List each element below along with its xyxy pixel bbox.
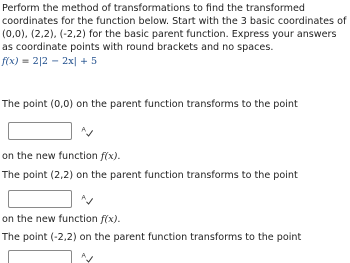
followup-function: f(x) (100, 214, 118, 225)
answer-input-1[interactable] (8, 122, 72, 140)
followup-suffix: . (117, 214, 121, 225)
function-definition (2, 55, 97, 68)
instructions-text: Perform the method of transformations to find the transformed coordinates for the function below. Start with the 3 basic coordinates of (0,0), (2,2), (-2,2) for the basic parent function. Express your answers as coordinate points with round brackets and no spaces. (2, 3, 347, 53)
spellcheck-icon[interactable] (81, 193, 93, 205)
followup-prefix: on the new function (2, 214, 101, 225)
spellcheck-icon[interactable] (81, 251, 93, 263)
followup-prefix: on the new function (2, 151, 101, 162)
answer-input-3[interactable] (8, 250, 72, 263)
function-equals: = (18, 56, 33, 67)
function-expression: 2|2 − 2x| + 5 (32, 56, 98, 67)
function-name: f(x) (2, 56, 19, 67)
svg-text:A: A (81, 252, 86, 260)
svg-text:A: A (81, 126, 86, 134)
answer-input-2[interactable] (8, 190, 72, 208)
question-2-prompt: The point (2,2) on the parent function transforms to the point (2, 170, 298, 181)
svg-text:A: A (81, 194, 86, 202)
spellcheck-icon[interactable] (81, 125, 93, 137)
question-1-prompt: The point (0,0) on the parent function transforms to the point (2, 99, 298, 110)
followup-function: f(x) (100, 151, 118, 162)
followup-suffix: . (117, 151, 121, 162)
question-3-prompt: The point (-2,2) on the parent function transforms to the point (2, 232, 302, 243)
question-2-followup (2, 213, 120, 226)
question-1-followup (2, 150, 120, 163)
